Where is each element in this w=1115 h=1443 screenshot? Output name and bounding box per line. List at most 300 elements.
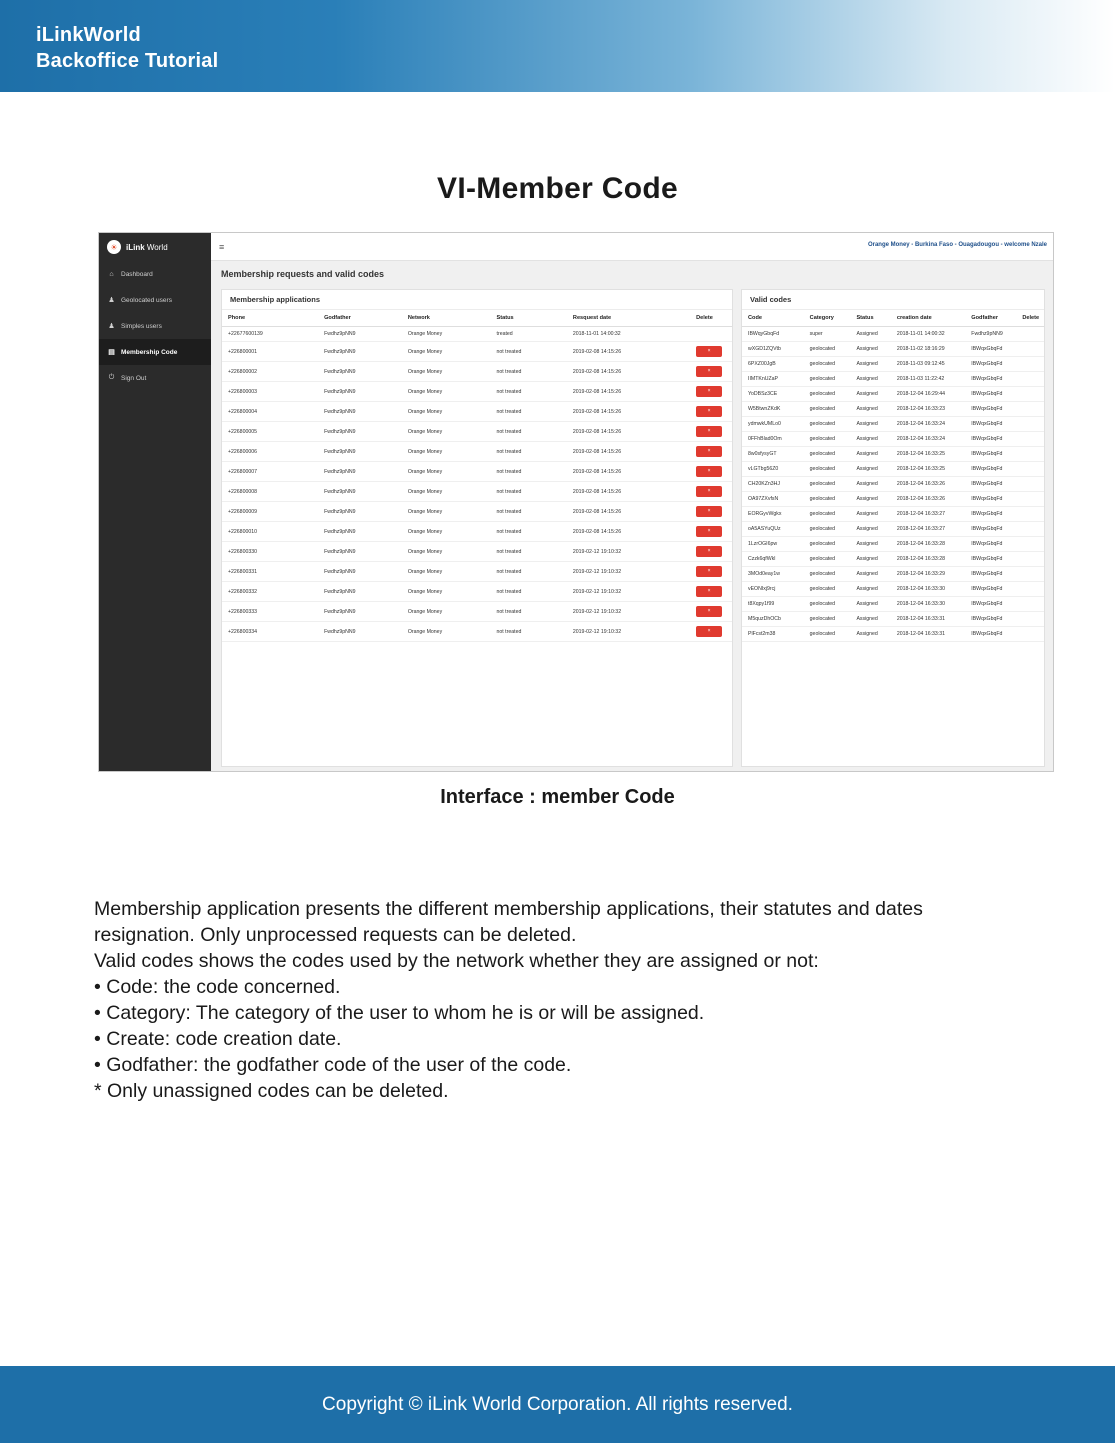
table-row (222, 342, 732, 362)
cell-godfather: Fwdhz9pNN9 (318, 482, 402, 502)
delete-button[interactable]: × (696, 486, 722, 497)
table-row (222, 362, 732, 382)
cell-category: geolocated (804, 387, 851, 402)
table-row (742, 612, 1044, 627)
cell-delete (690, 502, 732, 522)
table-row (222, 542, 732, 562)
cell-created: 2018-12-04 16:33:29 (891, 567, 965, 582)
cell-status: Assigned (850, 612, 890, 627)
app-logo-text (126, 243, 168, 252)
delete-button[interactable]: × (696, 626, 722, 637)
table-row (742, 357, 1044, 372)
cell-delete (1016, 342, 1044, 357)
table-row (742, 537, 1044, 552)
cell-code: wXGD1ZQVtb (742, 342, 804, 357)
cell-code: 0FFhBlad0Om (742, 432, 804, 447)
dashboard-icon: ⌂ (109, 270, 114, 278)
table-row (742, 327, 1044, 342)
cell-status: Assigned (850, 387, 890, 402)
cell-godfather: IBWqxGbqFd (965, 432, 1016, 447)
cell-date: 2019-02-12 19:10:32 (567, 622, 690, 642)
cell-status: not treated (491, 382, 567, 402)
valid-codes-panel (741, 289, 1045, 767)
cell-code: CH20KZn3HJ (742, 477, 804, 492)
cell-category: geolocated (804, 597, 851, 612)
cell-godfather: Fwdhz9pNN9 (318, 382, 402, 402)
cell-godfather: IBWqxGbqFd (965, 507, 1016, 522)
cell-delete (1016, 552, 1044, 567)
app-logo-strong: iLink (126, 242, 145, 252)
cell-delete (690, 422, 732, 442)
cell-status: Assigned (850, 447, 890, 462)
cell-godfather: Fwdhz9pNN9 (318, 542, 402, 562)
cell-category: geolocated (804, 612, 851, 627)
cell-godfather: Fwdhz9pNN9 (318, 402, 402, 422)
cell-godfather: Fwdhz9pNN9 (318, 502, 402, 522)
cell-status: Assigned (850, 402, 890, 417)
table-row (222, 522, 732, 542)
cell-delete (1016, 327, 1044, 342)
table-row (742, 552, 1044, 567)
brand-line-1: iLinkWorld (36, 24, 141, 46)
cell-delete (690, 562, 732, 582)
globe-icon: ☀ (107, 240, 121, 254)
table-row (742, 477, 1044, 492)
cell-created: 2018-12-04 16:33:24 (891, 432, 965, 447)
cell-delete (690, 382, 732, 402)
table-row (742, 582, 1044, 597)
cell-status: Assigned (850, 627, 890, 642)
screenshot-figure (98, 232, 1054, 772)
cell-date: 2019-02-08 14:15:26 (567, 442, 690, 462)
table-row (742, 417, 1044, 432)
cell-godfather: IBWqxGbqFd (965, 477, 1016, 492)
cell-godfather: Fwdhz9pNN9 (318, 422, 402, 442)
cell-network: Orange Money (402, 327, 491, 342)
cell-status: treated (491, 327, 567, 342)
cell-date: 2019-02-08 14:15:26 (567, 482, 690, 502)
cell-category: super (804, 327, 851, 342)
cell-godfather: IBWqxGbqFd (965, 357, 1016, 372)
cell-status: not treated (491, 422, 567, 442)
cell-network: Orange Money (402, 522, 491, 542)
delete-button[interactable]: × (696, 346, 722, 357)
app-logo-light: World (144, 242, 168, 252)
cell-status: Assigned (850, 507, 890, 522)
cell-status: not treated (491, 402, 567, 422)
cell-godfather: Fwdhz9pNN9 (318, 442, 402, 462)
cell-date: 2019-02-08 14:15:26 (567, 362, 690, 382)
cell-status: Assigned (850, 417, 890, 432)
cell-category: geolocated (804, 477, 851, 492)
col-code: Code (742, 310, 804, 327)
cell-category: geolocated (804, 537, 851, 552)
cell-godfather: IBWqxGbqFd (965, 522, 1016, 537)
cell-phone: +226800010 (222, 522, 318, 542)
cell-created: 2018-12-04 16:33:27 (891, 522, 965, 537)
cell-date: 2019-02-08 14:15:26 (567, 342, 690, 362)
cell-created: 2018-12-04 16:33:23 (891, 402, 965, 417)
cell-status: Assigned (850, 357, 890, 372)
membership-applications-panel (221, 289, 733, 767)
cell-network: Orange Money (402, 562, 491, 582)
body-line: Valid codes shows the codes used by the network whether they are assigned or not: (94, 950, 819, 972)
col-network: Network (402, 310, 491, 327)
cell-delete (1016, 432, 1044, 447)
cell-delete (690, 327, 732, 342)
cell-delete (1016, 567, 1044, 582)
cell-category: geolocated (804, 432, 851, 447)
cell-delete (690, 542, 732, 562)
sidebar-item-membership-code[interactable] (99, 339, 211, 365)
cell-status: Assigned (850, 582, 890, 597)
cell-code: OA97ZXvfsN (742, 492, 804, 507)
topbar-user-info: Orange Money - Burkina Faso - Ouagadougou - welcome Nzale (867, 242, 1047, 248)
col-godfather: Godfather (318, 310, 402, 327)
table-row (742, 522, 1044, 537)
cell-created: 2018-11-03 11:22:42 (891, 372, 965, 387)
table-row (742, 492, 1044, 507)
delete-button[interactable]: × (696, 506, 722, 517)
cell-delete (690, 522, 732, 542)
cell-code: vEONIxj9rcj (742, 582, 804, 597)
page-footer (0, 1363, 1115, 1443)
table-row (222, 327, 732, 342)
cell-godfather: IBWqxGbqFd (965, 552, 1016, 567)
cell-code: vLGTbg56Z0 (742, 462, 804, 477)
cell-category: geolocated (804, 522, 851, 537)
cell-code: 8w0sfysyGT (742, 447, 804, 462)
cell-category: geolocated (804, 567, 851, 582)
cell-created: 2018-12-04 16:33:31 (891, 612, 965, 627)
sidebar-item-label: Membership Code (121, 348, 178, 356)
sidebar-item-label: Dashboard (121, 270, 153, 278)
cell-status: not treated (491, 482, 567, 502)
sidebar-item-dashboard[interactable] (99, 261, 211, 287)
cell-status: Assigned (850, 342, 890, 357)
table-row (222, 462, 732, 482)
cell-network: Orange Money (402, 442, 491, 462)
cell-delete (1016, 462, 1044, 477)
sidebar-item-sign-out[interactable] (99, 365, 211, 391)
col-creation-date: creation date (891, 310, 965, 327)
cell-network: Orange Money (402, 602, 491, 622)
cell-date: 2019-02-08 14:15:26 (567, 382, 690, 402)
cell-status: not treated (491, 502, 567, 522)
col-delete: Delete (690, 310, 732, 327)
cell-status: Assigned (850, 327, 890, 342)
cell-phone: +22677600139 (222, 327, 318, 342)
delete-button[interactable]: × (696, 546, 722, 557)
hamburger-icon[interactable]: ≡ (219, 242, 225, 252)
app-sidebar (99, 261, 211, 772)
brand-block (36, 22, 218, 74)
cell-network: Orange Money (402, 402, 491, 422)
cell-phone: +226800008 (222, 482, 318, 502)
power-icon: ⏻ (108, 374, 115, 381)
cell-date: 2019-02-12 19:10:32 (567, 582, 690, 602)
card-icon: ▤ (108, 349, 115, 356)
cell-phone: +226800005 (222, 422, 318, 442)
cell-delete (1016, 522, 1044, 537)
cell-delete (690, 462, 732, 482)
cell-created: 2018-12-04 16:33:31 (891, 627, 965, 642)
cell-category: geolocated (804, 402, 851, 417)
page-title: VI-Member Code (437, 172, 678, 205)
delete-button[interactable]: × (696, 566, 722, 577)
sidebar-item-label: Sign Out (121, 374, 147, 382)
cell-category: geolocated (804, 462, 851, 477)
delete-button[interactable]: × (696, 586, 722, 597)
cell-created: 2018-12-04 16:33:26 (891, 492, 965, 507)
cell-status: Assigned (850, 432, 890, 447)
cell-godfather: IBWqxGbqFd (965, 492, 1016, 507)
cell-godfather: IBWqxGbqFd (965, 417, 1016, 432)
table-row (222, 622, 732, 642)
cell-godfather: IBWqxGbqFd (965, 537, 1016, 552)
cell-created: 2018-12-04 16:33:30 (891, 597, 965, 612)
col-request-date: Resquest date (567, 310, 690, 327)
cell-date: 2019-02-12 19:10:32 (567, 562, 690, 582)
table-row (222, 562, 732, 582)
cell-status: Assigned (850, 552, 890, 567)
cell-phone: +226800006 (222, 442, 318, 462)
cell-status: not treated (491, 342, 567, 362)
cell-status: Assigned (850, 537, 890, 552)
body-line: • Create: code creation date. (94, 1028, 342, 1050)
cell-phone: +226800003 (222, 382, 318, 402)
sidebar-item-label: Simples users (121, 322, 162, 330)
cell-delete (690, 402, 732, 422)
cell-delete (1016, 372, 1044, 387)
cell-godfather: Fwdhz9pNN9 (318, 622, 402, 642)
cell-delete (1016, 597, 1044, 612)
cell-code: Czzk6qfWkl (742, 552, 804, 567)
cell-category: geolocated (804, 357, 851, 372)
cell-delete (1016, 582, 1044, 597)
cell-code: W5BtwnZKdK (742, 402, 804, 417)
page-header (0, 0, 1115, 92)
cell-status: Assigned (850, 567, 890, 582)
app-topbar (99, 233, 1054, 261)
cell-created: 2018-12-04 16:33:28 (891, 537, 965, 552)
cell-phone: +226800330 (222, 542, 318, 562)
cell-godfather: IBWqxGbqFd (965, 402, 1016, 417)
cell-code: 6PXZ00JgB (742, 357, 804, 372)
table-row (222, 482, 732, 502)
cell-phone: +226800332 (222, 582, 318, 602)
app-logo (99, 233, 211, 261)
cell-network: Orange Money (402, 482, 491, 502)
brand-line-2: Backoffice Tutorial (36, 50, 219, 72)
cell-status: Assigned (850, 492, 890, 507)
cell-godfather: Fwdhz9pNN9 (318, 342, 402, 362)
cell-created: 2018-11-01 14:00:32 (891, 327, 965, 342)
body-line: • Category: The category of the user to whom he is or will be assigned. (94, 1002, 705, 1024)
delete-button[interactable]: × (696, 466, 722, 477)
delete-button[interactable]: × (696, 426, 722, 437)
sidebar-item-geolocated-users[interactable] (99, 287, 211, 313)
cell-delete (690, 582, 732, 602)
cell-network: Orange Money (402, 502, 491, 522)
delete-button[interactable]: × (696, 526, 722, 537)
cell-created: 2018-12-04 16:33:24 (891, 417, 965, 432)
table-row (222, 602, 732, 622)
cell-created: 2018-12-04 16:33:26 (891, 477, 965, 492)
cell-created: 2018-12-04 16:33:25 (891, 447, 965, 462)
cell-delete (690, 622, 732, 642)
cell-phone: +226800333 (222, 602, 318, 622)
body-line: • Godfather: the godfather code of the user of the code. (94, 1054, 572, 1076)
col-phone: Phone (222, 310, 318, 327)
cell-godfather: IBWqxGbqFd (965, 597, 1016, 612)
cell-delete (1016, 417, 1044, 432)
body-text (94, 896, 1044, 1104)
delete-button[interactable]: × (696, 606, 722, 617)
users-icon: ♟ (108, 323, 115, 330)
cell-category: geolocated (804, 492, 851, 507)
cell-delete (1016, 507, 1044, 522)
cell-status: not treated (491, 622, 567, 642)
cell-date: 2019-02-08 14:15:26 (567, 462, 690, 482)
table-row (742, 387, 1044, 402)
delete-button[interactable]: × (696, 406, 722, 417)
cell-delete (1016, 537, 1044, 552)
delete-button[interactable]: × (696, 386, 722, 397)
cell-godfather: Fwdhz9pNN9 (318, 522, 402, 542)
cell-delete (1016, 492, 1044, 507)
cell-godfather: Fwdhz9pNN9 (318, 582, 402, 602)
cell-created: 2018-12-04 16:33:28 (891, 552, 965, 567)
cell-delete (690, 482, 732, 502)
table-row (742, 567, 1044, 582)
table-row (742, 597, 1044, 612)
cell-phone: +226800001 (222, 342, 318, 362)
cell-status: Assigned (850, 522, 890, 537)
cell-created: 2018-12-04 16:29:44 (891, 387, 965, 402)
cell-code: YoDBSz3CE (742, 387, 804, 402)
table-row (742, 342, 1044, 357)
cell-godfather: IBWqxGbqFd (965, 612, 1016, 627)
cell-network: Orange Money (402, 462, 491, 482)
table-row (742, 372, 1044, 387)
cell-network: Orange Money (402, 542, 491, 562)
table-row (742, 402, 1044, 417)
col-status: Status (850, 310, 890, 327)
cell-network: Orange Money (402, 362, 491, 382)
cell-delete (690, 442, 732, 462)
table-header-row (222, 310, 732, 327)
valid-codes-table (742, 310, 1044, 642)
body-line: • Code: the code concerned. (94, 976, 341, 998)
table-row (742, 432, 1044, 447)
cell-status: not treated (491, 462, 567, 482)
col-godfather: Godfather (965, 310, 1016, 327)
cell-phone: +226800334 (222, 622, 318, 642)
cell-godfather: IBWqxGbqFd (965, 582, 1016, 597)
cell-godfather: Fwdhz9pNN9 (318, 562, 402, 582)
cell-category: geolocated (804, 447, 851, 462)
cell-godfather: Fwdhz9pNN9 (318, 327, 402, 342)
cell-code: oA5ASYuQUz (742, 522, 804, 537)
cell-created: 2018-12-04 16:33:30 (891, 582, 965, 597)
cell-code: M5quzDhOCb (742, 612, 804, 627)
cell-date: 2019-02-12 19:10:32 (567, 602, 690, 622)
cell-delete (1016, 357, 1044, 372)
table-row (222, 442, 732, 462)
cell-status: not treated (491, 602, 567, 622)
cell-category: geolocated (804, 507, 851, 522)
cell-network: Orange Money (402, 422, 491, 442)
sidebar-item-simples-users[interactable] (99, 313, 211, 339)
cell-delete (1016, 477, 1044, 492)
cell-godfather: IBWqxGbqFd (965, 342, 1016, 357)
cell-code: 1LzrOGI6pw (742, 537, 804, 552)
cell-status: not treated (491, 542, 567, 562)
cell-status: Assigned (850, 372, 890, 387)
cell-created: 2018-12-04 16:33:25 (891, 462, 965, 477)
cell-godfather: IBWqxGbqFd (965, 627, 1016, 642)
cell-godfather: Fwdhz9pNN9 (965, 327, 1016, 342)
cell-godfather: IBWqxGbqFd (965, 462, 1016, 477)
cell-code: IIMTKnUZaP (742, 372, 804, 387)
cell-category: geolocated (804, 417, 851, 432)
cell-date: 2018-11-01 14:00:32 (567, 327, 690, 342)
cell-date: 2019-02-08 14:15:26 (567, 422, 690, 442)
table-row (742, 627, 1044, 642)
cell-category: geolocated (804, 342, 851, 357)
cell-status: Assigned (850, 462, 890, 477)
cell-category: geolocated (804, 582, 851, 597)
cell-godfather: Fwdhz9pNN9 (318, 602, 402, 622)
table-row (222, 422, 732, 442)
cell-category: geolocated (804, 627, 851, 642)
cell-status: not treated (491, 442, 567, 462)
delete-button[interactable]: × (696, 366, 722, 377)
cell-delete (690, 342, 732, 362)
cell-status: not treated (491, 562, 567, 582)
cell-created: 2018-12-04 16:33:27 (891, 507, 965, 522)
cell-godfather: Fwdhz9pNN9 (318, 362, 402, 382)
users-icon: ♟ (108, 297, 115, 304)
cell-godfather: IBWqxGbqFd (965, 447, 1016, 462)
sidebar-item-label: Geolocated users (121, 296, 172, 304)
cell-delete (690, 602, 732, 622)
body-line: * Only unassigned codes can be deleted. (94, 1080, 449, 1102)
cell-code: 3MOd0eay1w (742, 567, 804, 582)
cell-status: not treated (491, 582, 567, 602)
cell-godfather: Fwdhz9pNN9 (318, 462, 402, 482)
content-heading: Membership requests and valid codes (221, 269, 385, 279)
table-row (742, 447, 1044, 462)
cell-godfather: IBWqxGbqFd (965, 372, 1016, 387)
cell-godfather: IBWqxGbqFd (965, 567, 1016, 582)
valid-codes-body (742, 327, 1044, 642)
cell-phone: +226800004 (222, 402, 318, 422)
cell-delete (690, 362, 732, 382)
delete-button[interactable]: × (696, 446, 722, 457)
cell-date: 2019-02-08 14:15:26 (567, 502, 690, 522)
col-status: Status (491, 310, 567, 327)
table-row (222, 502, 732, 522)
app-content (211, 261, 1054, 772)
cell-code: PlFcst2m38 (742, 627, 804, 642)
cell-delete (1016, 447, 1044, 462)
table-header-row (742, 310, 1044, 327)
cell-created: 2018-11-03 09:12:45 (891, 357, 965, 372)
cell-delete (1016, 387, 1044, 402)
cell-delete (1016, 402, 1044, 417)
